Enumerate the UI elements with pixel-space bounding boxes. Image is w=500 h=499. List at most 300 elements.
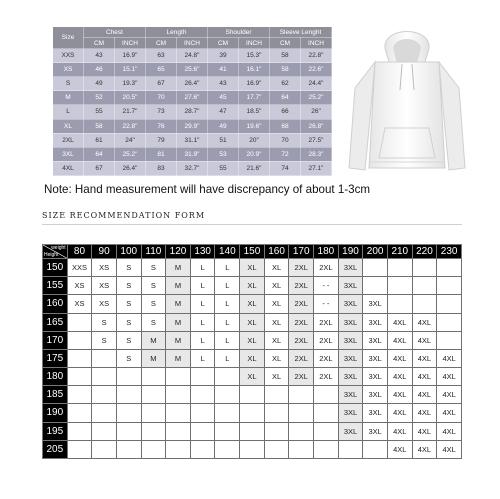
size-cell: 4XL bbox=[387, 422, 412, 440]
size-cell bbox=[67, 440, 92, 458]
size-cell: S bbox=[116, 349, 141, 367]
weight-axis-label: weight bbox=[51, 245, 66, 251]
size-cell: XS bbox=[67, 277, 92, 295]
measure-group-label: Length bbox=[146, 27, 208, 38]
size-cell: S bbox=[116, 277, 141, 295]
measure-value: 32.7" bbox=[177, 161, 208, 175]
size-cell bbox=[190, 404, 215, 422]
size-cell: 4XL bbox=[437, 440, 462, 458]
measure-value: 58 bbox=[84, 119, 115, 133]
weight-header-cell: 140 bbox=[215, 245, 240, 259]
measure-unit-label: INCH bbox=[115, 38, 146, 49]
size-cell bbox=[92, 440, 117, 458]
measure-value: 19.6" bbox=[239, 119, 270, 133]
measure-group-label: Sleeve Lenght bbox=[270, 27, 332, 38]
size-cell: S bbox=[116, 295, 141, 313]
height-row bbox=[43, 277, 462, 295]
weight-header-cell: 80 bbox=[67, 245, 92, 259]
size-cell: M bbox=[141, 349, 166, 367]
size-cell: 2XL bbox=[314, 368, 339, 386]
measure-value: 31.9" bbox=[177, 147, 208, 161]
weight-header-cell: 100 bbox=[116, 245, 141, 259]
size-cell bbox=[289, 386, 314, 404]
size-cell: S bbox=[92, 313, 117, 331]
size-cell: 2XL bbox=[289, 313, 314, 331]
measure-size-label: M bbox=[53, 91, 84, 105]
measure-value: 26.4" bbox=[177, 77, 208, 91]
measure-value: 79 bbox=[146, 133, 177, 147]
weight-header-cell: 180 bbox=[314, 245, 339, 259]
measure-row bbox=[53, 133, 332, 147]
measure-size-label: 3XL bbox=[53, 147, 84, 161]
size-cell: 4XL bbox=[387, 386, 412, 404]
height-header-cell: 150 bbox=[43, 259, 68, 277]
measure-size-label: XS bbox=[53, 63, 84, 77]
section-title: SIZE RECOMMENDATION FORM bbox=[42, 211, 206, 220]
measure-row bbox=[53, 63, 332, 77]
size-cell bbox=[141, 404, 166, 422]
size-cell: XL bbox=[240, 313, 265, 331]
size-cell: 4XL bbox=[437, 349, 462, 367]
size-cell: S bbox=[92, 331, 117, 349]
size-cell: 3XL bbox=[338, 404, 363, 422]
weight-header-cell: 170 bbox=[289, 245, 314, 259]
size-cell bbox=[215, 440, 240, 458]
measure-value: 28.7" bbox=[177, 105, 208, 119]
weight-header-cell: 230 bbox=[437, 245, 462, 259]
measure-size-label: XXS bbox=[53, 49, 84, 63]
size-cell: 4XL bbox=[412, 331, 437, 349]
size-cell: XL bbox=[264, 331, 289, 349]
size-cell: S bbox=[141, 295, 166, 313]
size-cell: L bbox=[215, 331, 240, 349]
measure-size-label: S bbox=[53, 77, 84, 91]
size-cell bbox=[387, 295, 412, 313]
size-cell bbox=[92, 404, 117, 422]
section-divider bbox=[42, 224, 462, 225]
measure-value: 20.9" bbox=[239, 147, 270, 161]
measure-value: 49 bbox=[208, 119, 239, 133]
size-cell bbox=[314, 440, 339, 458]
measure-value: 29.9" bbox=[177, 119, 208, 133]
height-header-cell: 170 bbox=[43, 331, 68, 349]
measure-value: 25.2" bbox=[301, 91, 332, 105]
measure-unit-label: CM bbox=[84, 38, 115, 49]
size-cell bbox=[67, 313, 92, 331]
size-cell: 3XL bbox=[363, 331, 388, 349]
size-cell: 3XL bbox=[338, 422, 363, 440]
measure-unit-label: CM bbox=[208, 38, 239, 49]
size-cell: 3XL bbox=[338, 295, 363, 313]
size-cell: M bbox=[166, 277, 191, 295]
size-cell bbox=[412, 295, 437, 313]
size-cell: 3XL bbox=[338, 313, 363, 331]
measure-value: 51 bbox=[208, 133, 239, 147]
size-cell bbox=[264, 404, 289, 422]
size-cell bbox=[437, 313, 462, 331]
measure-value: 67 bbox=[146, 77, 177, 91]
size-cell: L bbox=[190, 295, 215, 313]
size-cell: XL bbox=[240, 295, 265, 313]
size-cell bbox=[141, 422, 166, 440]
measure-value: 55 bbox=[208, 161, 239, 175]
measure-group-label: Chest bbox=[84, 27, 146, 38]
measure-value: 17.7" bbox=[239, 91, 270, 105]
height-row bbox=[43, 386, 462, 404]
size-cell bbox=[116, 404, 141, 422]
height-header-cell: 175 bbox=[43, 349, 68, 367]
measure-value: 73 bbox=[146, 105, 177, 119]
size-cell: 3XL bbox=[363, 295, 388, 313]
size-cell: 4XL bbox=[412, 386, 437, 404]
size-cell: 2XL bbox=[289, 295, 314, 313]
measure-group-label: Shoulder bbox=[208, 27, 270, 38]
weight-header-cell: 220 bbox=[412, 245, 437, 259]
measure-value: 53 bbox=[208, 147, 239, 161]
size-cell: XL bbox=[240, 349, 265, 367]
measure-value: 66 bbox=[270, 105, 301, 119]
measure-value: 31.1" bbox=[177, 133, 208, 147]
size-cell: 4XL bbox=[412, 404, 437, 422]
size-cell bbox=[67, 422, 92, 440]
measure-value: 72 bbox=[270, 147, 301, 161]
size-cell: 2XL bbox=[314, 331, 339, 349]
measure-value: 19.3" bbox=[115, 77, 146, 91]
size-cell: 3XL bbox=[338, 386, 363, 404]
measure-row bbox=[53, 147, 332, 161]
measure-value: 20.5" bbox=[115, 91, 146, 105]
size-cell bbox=[67, 331, 92, 349]
measure-unit-label: INCH bbox=[177, 38, 208, 49]
size-cell bbox=[67, 404, 92, 422]
size-cell bbox=[240, 404, 265, 422]
size-cell: 3XL bbox=[338, 331, 363, 349]
size-cell: L bbox=[190, 259, 215, 277]
size-cell bbox=[166, 368, 191, 386]
size-cell bbox=[437, 277, 462, 295]
size-cell: 4XL bbox=[387, 368, 412, 386]
measure-row bbox=[53, 105, 332, 119]
size-cell bbox=[363, 277, 388, 295]
measure-unit-label: INCH bbox=[301, 38, 332, 49]
measure-value: 27.6" bbox=[177, 91, 208, 105]
weight-header-row bbox=[43, 245, 462, 259]
measure-value: 39 bbox=[208, 49, 239, 63]
size-cell: S bbox=[141, 313, 166, 331]
measure-value: 21.7" bbox=[115, 105, 146, 119]
size-cell: 2XL bbox=[289, 349, 314, 367]
hoodie-image bbox=[345, 18, 470, 183]
weight-header-cell: 150 bbox=[240, 245, 265, 259]
size-cell bbox=[363, 259, 388, 277]
measure-value: 41 bbox=[208, 63, 239, 77]
size-cell: 3XL bbox=[363, 404, 388, 422]
height-header-cell: 160 bbox=[43, 295, 68, 313]
measure-size-label: 4XL bbox=[53, 161, 84, 175]
size-cell: XL bbox=[240, 277, 265, 295]
height-header-cell: 190 bbox=[43, 404, 68, 422]
measure-value: 28.3" bbox=[301, 147, 332, 161]
size-cell bbox=[215, 422, 240, 440]
size-cell bbox=[215, 404, 240, 422]
size-cell: XL bbox=[264, 313, 289, 331]
size-cell: M bbox=[166, 313, 191, 331]
measure-size-label: L bbox=[53, 105, 84, 119]
measure-value: 25.2" bbox=[115, 147, 146, 161]
size-cell bbox=[141, 386, 166, 404]
size-cell bbox=[116, 368, 141, 386]
measure-unit-header bbox=[53, 38, 332, 49]
size-cell: L bbox=[215, 259, 240, 277]
size-cell: 2XL bbox=[289, 259, 314, 277]
height-row bbox=[43, 368, 462, 386]
height-row bbox=[43, 295, 462, 313]
measure-row bbox=[53, 161, 332, 175]
measure-value: 76 bbox=[146, 119, 177, 133]
size-cell: 3XL bbox=[363, 422, 388, 440]
height-row bbox=[43, 331, 462, 349]
measure-value: 26.8" bbox=[301, 119, 332, 133]
measure-row bbox=[53, 49, 332, 63]
height-row bbox=[43, 404, 462, 422]
measure-value: 64 bbox=[270, 91, 301, 105]
size-cell: S bbox=[141, 259, 166, 277]
measure-value: 16.1" bbox=[239, 63, 270, 77]
height-axis-label: Height bbox=[44, 252, 59, 258]
measure-value: 16.9" bbox=[115, 49, 146, 63]
measurement-table bbox=[52, 26, 332, 176]
height-header-cell: 155 bbox=[43, 277, 68, 295]
size-cell bbox=[264, 386, 289, 404]
measure-value: 27.5" bbox=[301, 133, 332, 147]
size-cell bbox=[264, 422, 289, 440]
size-cell: S bbox=[116, 331, 141, 349]
measure-size-label: XL bbox=[53, 119, 84, 133]
size-cell: 3XL bbox=[363, 349, 388, 367]
size-cell bbox=[166, 386, 191, 404]
size-cell: 3XL bbox=[363, 313, 388, 331]
size-cell: L bbox=[190, 349, 215, 367]
size-cell: 3XL bbox=[363, 368, 388, 386]
height-row bbox=[43, 259, 462, 277]
measure-value: 81 bbox=[146, 147, 177, 161]
measure-value: 70 bbox=[270, 133, 301, 147]
measure-group-header bbox=[53, 27, 332, 38]
size-cell bbox=[67, 386, 92, 404]
size-cell: 2XL bbox=[314, 259, 339, 277]
height-row bbox=[43, 440, 462, 458]
size-cell bbox=[92, 368, 117, 386]
size-recommendation-grid bbox=[42, 244, 462, 459]
measure-value: 70 bbox=[146, 91, 177, 105]
size-cell bbox=[92, 349, 117, 367]
weight-header-cell: 120 bbox=[166, 245, 191, 259]
size-cell bbox=[92, 386, 117, 404]
size-cell bbox=[116, 422, 141, 440]
measure-value: 43 bbox=[208, 77, 239, 91]
size-cell bbox=[314, 422, 339, 440]
measure-value: 58 bbox=[270, 49, 301, 63]
size-cell: M bbox=[166, 295, 191, 313]
measure-value: 24.4" bbox=[301, 77, 332, 91]
weight-header-cell: 110 bbox=[141, 245, 166, 259]
size-cell: L bbox=[215, 349, 240, 367]
height-header-cell: 195 bbox=[43, 422, 68, 440]
size-cell bbox=[289, 422, 314, 440]
size-cell: 4XL bbox=[387, 440, 412, 458]
measure-value: 58 bbox=[270, 63, 301, 77]
size-cell bbox=[338, 440, 363, 458]
size-cell: XS bbox=[92, 295, 117, 313]
corner-cell bbox=[43, 245, 68, 259]
size-cell bbox=[67, 349, 92, 367]
size-cell: 2XL bbox=[289, 277, 314, 295]
measure-value: 15.3" bbox=[239, 49, 270, 63]
measure-unit-label: CM bbox=[270, 38, 301, 49]
size-cell: M bbox=[166, 349, 191, 367]
measure-value: 22.6" bbox=[301, 63, 332, 77]
measure-value: 68 bbox=[270, 119, 301, 133]
size-cell bbox=[437, 259, 462, 277]
size-cell: XL bbox=[240, 368, 265, 386]
size-cell bbox=[166, 404, 191, 422]
size-cell: XL bbox=[264, 349, 289, 367]
size-column-header: Size bbox=[53, 27, 84, 49]
measure-unit-label: INCH bbox=[239, 38, 270, 49]
weight-header-cell: 160 bbox=[264, 245, 289, 259]
size-cell: 4XL bbox=[412, 422, 437, 440]
size-cell: 4XL bbox=[387, 313, 412, 331]
size-cell bbox=[166, 440, 191, 458]
height-row bbox=[43, 422, 462, 440]
size-cell: XL bbox=[264, 368, 289, 386]
size-cell: XS bbox=[67, 295, 92, 313]
measure-value: 15.1" bbox=[115, 63, 146, 77]
size-cell bbox=[240, 440, 265, 458]
size-cell bbox=[437, 331, 462, 349]
size-cell bbox=[166, 422, 191, 440]
size-cell bbox=[289, 440, 314, 458]
measure-value: 18.5" bbox=[239, 105, 270, 119]
size-cell bbox=[141, 440, 166, 458]
measure-value: 61 bbox=[84, 133, 115, 147]
measure-row bbox=[53, 91, 332, 105]
size-cell: XS bbox=[92, 277, 117, 295]
size-cell: 4XL bbox=[387, 349, 412, 367]
measure-row bbox=[53, 77, 332, 91]
size-cell bbox=[314, 386, 339, 404]
size-cell bbox=[387, 277, 412, 295]
size-cell bbox=[240, 422, 265, 440]
size-cell: L bbox=[215, 277, 240, 295]
size-cell: XL bbox=[264, 259, 289, 277]
measure-value: 27.1" bbox=[301, 161, 332, 175]
size-cell bbox=[412, 259, 437, 277]
size-cell: 3XL bbox=[338, 277, 363, 295]
measure-value: 74 bbox=[270, 161, 301, 175]
size-cell: 2XL bbox=[289, 331, 314, 349]
size-cell bbox=[92, 422, 117, 440]
measure-value: 26.4" bbox=[115, 161, 146, 175]
size-cell: 4XL bbox=[437, 422, 462, 440]
size-cell: XL bbox=[264, 295, 289, 313]
size-cell: 4XL bbox=[437, 386, 462, 404]
measure-value: 16.9" bbox=[239, 77, 270, 91]
measure-value: 83 bbox=[146, 161, 177, 175]
measure-value: 49 bbox=[84, 77, 115, 91]
size-cell: XL bbox=[240, 331, 265, 349]
measure-value: 47 bbox=[208, 105, 239, 119]
size-cell bbox=[67, 368, 92, 386]
size-cell bbox=[215, 368, 240, 386]
measure-value: 25.6" bbox=[177, 63, 208, 77]
size-cell: 4XL bbox=[412, 349, 437, 367]
size-cell: S bbox=[116, 259, 141, 277]
size-cell bbox=[412, 277, 437, 295]
size-cell bbox=[116, 386, 141, 404]
measure-value: 52 bbox=[84, 91, 115, 105]
size-cell: L bbox=[190, 313, 215, 331]
weight-header-cell: 210 bbox=[387, 245, 412, 259]
size-cell: 4XL bbox=[387, 331, 412, 349]
measure-unit-label: CM bbox=[146, 38, 177, 49]
size-cell: 4XL bbox=[412, 313, 437, 331]
size-cell: - - bbox=[314, 277, 339, 295]
height-row bbox=[43, 313, 462, 331]
size-cell bbox=[190, 368, 215, 386]
measure-value: 43 bbox=[84, 49, 115, 63]
measure-value: 22.8" bbox=[301, 49, 332, 63]
size-cell: 3XL bbox=[338, 259, 363, 277]
size-cell: S bbox=[141, 277, 166, 295]
size-cell bbox=[387, 259, 412, 277]
size-cell: L bbox=[215, 295, 240, 313]
size-cell bbox=[190, 386, 215, 404]
weight-header-cell: 90 bbox=[92, 245, 117, 259]
measure-value: 21.6" bbox=[239, 161, 270, 175]
size-cell: XL bbox=[240, 259, 265, 277]
size-cell: 4XL bbox=[412, 368, 437, 386]
height-header-cell: 185 bbox=[43, 386, 68, 404]
height-header-cell: 180 bbox=[43, 368, 68, 386]
size-cell bbox=[314, 404, 339, 422]
size-cell: 2XL bbox=[289, 368, 314, 386]
weight-header-cell: 190 bbox=[338, 245, 363, 259]
size-cell: 2XL bbox=[314, 313, 339, 331]
size-cell: 3XL bbox=[338, 368, 363, 386]
measure-value: 24.8" bbox=[177, 49, 208, 63]
measure-value: 63 bbox=[146, 49, 177, 63]
weight-header-cell: 200 bbox=[363, 245, 388, 259]
size-cell: L bbox=[190, 331, 215, 349]
size-cell: M bbox=[141, 331, 166, 349]
size-cell: S bbox=[116, 313, 141, 331]
size-cell: M bbox=[166, 331, 191, 349]
size-cell bbox=[190, 440, 215, 458]
size-cell: 3XL bbox=[338, 349, 363, 367]
size-cell: 4XL bbox=[412, 440, 437, 458]
measure-size-label: 2XL bbox=[53, 133, 84, 147]
size-cell: 4XL bbox=[437, 404, 462, 422]
size-cell: 3XL bbox=[363, 386, 388, 404]
size-cell: XXS bbox=[67, 259, 92, 277]
size-cell bbox=[190, 422, 215, 440]
measure-value: 67 bbox=[84, 161, 115, 175]
size-cell: 4XL bbox=[437, 368, 462, 386]
size-cell bbox=[141, 368, 166, 386]
measure-value: 20" bbox=[239, 133, 270, 147]
height-header-cell: 165 bbox=[43, 313, 68, 331]
